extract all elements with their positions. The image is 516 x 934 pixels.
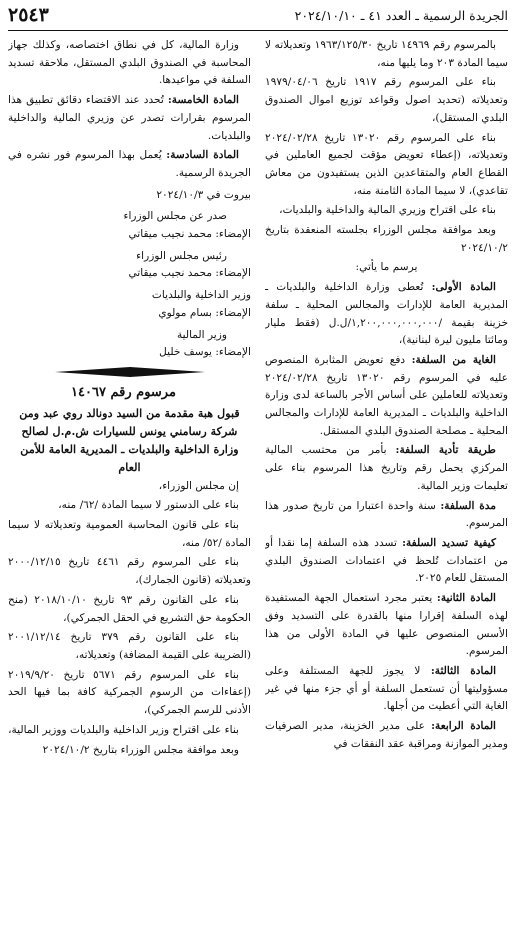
paragraph bbox=[8, 667, 251, 720]
signatory-title: وزير المالية bbox=[176, 328, 227, 341]
paragraph-text: بناء على المرسوم رقم ٥٦٧١ تاريخ ٢٠١٩/٩/٢٠ (إعفاءات من الرسوم الجمركية كافة بما فيها الحد الأدنى للرسم الجمركي)، bbox=[8, 668, 251, 717]
paragraph-text: وبعد موافقة مجلس الوزراء بجلسته المنعقدة بتاريخ ٢٠٢٤/١٠/٢ bbox=[265, 224, 508, 254]
paragraph bbox=[8, 92, 251, 145]
paragraph bbox=[8, 517, 251, 552]
paragraph-text: بأمر من محتسب المالية المركزي يحمل رقم وتاريخ هذا المرسوم بناء على تعليمات وزير المالية. bbox=[265, 444, 508, 492]
paragraph bbox=[8, 629, 251, 664]
paragraph-text: وزارة المالية، كل في نطاق اختصاصه، وكذلك جهاز المحاسبة في الصندوق البلدي المستقل، ملاحقة تسديد السلفة في مواعيدها. bbox=[8, 39, 251, 87]
paragraph bbox=[8, 147, 251, 182]
paragraph-text: بناء على اقتراح وزير الداخلية والبلديات ووزير المالية، bbox=[8, 723, 239, 736]
paragraph bbox=[265, 202, 508, 220]
paragraph-text: تُعطى وزارة الداخلية والبلديات ـ المديرية العامة للإدارات والمجالس المحلية ـ سلفة خزينة بقيمة /١,٢٠٠,٠٠٠,٠٠٠,٠٠٠/ل.ل (فقط مليار ومائتا مليون ليرة لبنانية)، bbox=[265, 281, 508, 347]
paragraph-text: بناء على القانون رقم ٩٣ تاريخ ٢٠١٨/١٠/١٠ (منح الحكومة حق التشريع في الحقل الجمركي)، bbox=[8, 593, 251, 624]
article-label: المادة الأولى: bbox=[431, 281, 496, 294]
paragraph bbox=[265, 352, 508, 441]
paragraph-text: لا يجوز للجهة المستلفة وعلى مسؤوليتها أن تستعمل السلفة أو أي جزء منها في غير الغاية التي أعطيت من أجلها. bbox=[265, 664, 508, 713]
signature-line: الإمضاء: يوسف خليل bbox=[159, 346, 251, 359]
article-label: المادة السادسة: bbox=[166, 149, 240, 162]
previous-decree-continuation bbox=[8, 37, 251, 183]
paragraph-text: دفع تعويض المثابرة المنصوص عليه في المرسوم رقم ١٣٠٢٠ تاريخ ٢٠٢٤/٠٢/٢٨ وتعديلاته للعاملين على أساس الأجر بالساعة لدى وزارة الداخلية والبلديات ـ المديرية العامة للإدارات والمجالس المحلية ـ مصلحة الصندوق البلدي المستقل. bbox=[265, 353, 508, 437]
ornament-divider-icon bbox=[55, 366, 205, 378]
paragraph-text: بناء على اقتراح وزيري المالية والداخلية والبلديات، bbox=[279, 204, 496, 217]
paragraph bbox=[8, 742, 251, 760]
decree-title: مرسوم رقم ١٤٠٦٧ bbox=[71, 384, 176, 400]
signature-line: الإمضاء: محمد نجيب ميقاتي bbox=[128, 267, 251, 280]
article-label: الغاية من السلفة: bbox=[411, 353, 496, 366]
page-number: ٢٥٤٣ bbox=[8, 4, 49, 26]
paragraph bbox=[265, 259, 508, 277]
paragraph bbox=[8, 497, 251, 515]
paragraph bbox=[265, 74, 508, 127]
paragraph bbox=[8, 554, 251, 589]
section-divider bbox=[8, 366, 251, 378]
place-date: بيروت في ٢٠٢٤/١٠/٣ bbox=[156, 188, 251, 201]
paragraph-text: تسدد هذه السلفة إما نقدا أو من اعتمادات تُلحظ في اعتمادات الصندوق البلدي المستقل للعام ٢٠٢٥. bbox=[265, 536, 508, 585]
paragraph bbox=[8, 592, 251, 627]
paragraph bbox=[8, 478, 251, 496]
paragraph bbox=[265, 442, 508, 495]
signatory-title: وزير الداخلية والبلديات bbox=[151, 289, 251, 302]
left-column bbox=[8, 37, 251, 930]
paragraph-text: وبعد موافقة مجلس الوزراء بتاريخ ٢٠٢٤/١٠/٢ bbox=[42, 743, 239, 756]
paragraph-text: بناء على المرسوم رقم ١٣٠٢٠ تاريخ ٢٠٢٤/٠٢/٢٨ وتعديلاته، (إعطاء تعويض مؤقت لجميع العاملين في القطاع العام والمتقاعدين الذين يستفيدون من معاش تقاعدي)، لا سيما المادة الثامنة منه، bbox=[265, 131, 508, 197]
paragraph-text: بناء على قانون المحاسبة العمومية وتعديلاته لا سيما المادة /٥٢/ منه، bbox=[8, 519, 251, 549]
article-label: المادة الثانية: bbox=[436, 592, 497, 605]
paragraph bbox=[265, 279, 508, 350]
paragraph bbox=[265, 718, 508, 753]
gazette-issue-title: الجريدة الرسمية ـ العدد ٤١ ـ ٢٠٢٤/١٠/١٠ bbox=[294, 8, 508, 23]
paragraph bbox=[265, 535, 508, 588]
paragraph-text: سنة واحدة اعتبارا من تاريخ صدور هذا المرسوم. bbox=[265, 499, 508, 530]
paragraph-text: بناء على الدستور لا سيما المادة /٦٢/ منه، bbox=[58, 499, 239, 512]
page-header bbox=[8, 6, 508, 28]
paragraph bbox=[8, 722, 251, 740]
article-label: المادة الخامسة: bbox=[167, 94, 239, 107]
paragraph-text: بناء على القانون رقم ٣٧٩ تاريخ ٢٠٠١/١٢/١٤ (الضريبة على القيمة المضافة) وتعديلاته، bbox=[8, 631, 251, 661]
paragraph bbox=[265, 663, 508, 716]
issued-by: صدر عن مجلس الوزراء bbox=[123, 210, 227, 223]
right-column bbox=[265, 37, 508, 930]
article-label: طريقة تأدية السلفة: bbox=[395, 444, 496, 457]
header-rule bbox=[8, 30, 508, 31]
article-label: المادة الرابعة: bbox=[431, 720, 496, 733]
paragraph-text: بالمرسوم رقم ١٤٩٦٩ تاريخ ١٩٦٣/١٢٥/٣٠ وتعديلاته لا سيما المادة ٢٠٣ وما يليها منه، bbox=[265, 39, 508, 69]
paragraph-text: على مدير الخزينة، مدير الصرفيات ومدير الموازنة ومراقبة عقد النفقات في bbox=[265, 720, 508, 750]
decree-body bbox=[8, 478, 251, 760]
paragraph-text: يُعمل بهذا المرسوم فور نشره في الجريدة الرسمية. bbox=[8, 149, 251, 179]
paragraph-text: تُحدد عند الاقتضاء دقائق تطبيق هذا المرسوم بقرارات تصدر عن وزيري المالية والداخلية والبلديات. bbox=[8, 94, 251, 142]
paragraph-text: إن مجلس الوزراء، bbox=[158, 479, 239, 492]
paragraph bbox=[265, 37, 508, 72]
paragraph bbox=[265, 130, 508, 201]
paragraph-text: بناء على المرسوم رقم ٤٤٦١ تاريخ ٢٠٠٠/١٢/١٥ وتعديلاته (قانون الجمارك)، bbox=[8, 556, 251, 587]
paragraph-text: يرسم ما يأتي: bbox=[355, 261, 418, 274]
signature-block bbox=[8, 187, 251, 362]
signature-line: الإمضاء: محمد نجيب ميقاتي bbox=[128, 228, 251, 241]
paragraph bbox=[265, 498, 508, 533]
signatory-title: رئيس مجلس الوزراء bbox=[136, 249, 227, 262]
signature-line: الإمضاء: بسام مولوي bbox=[158, 306, 251, 319]
decree-subtitle: قبول هبة مقدمة من السيد دونالد روي عبد ومن شركة رسامني يونس للسيارات ش.م.ل لصالح وزارة الداخلية والبلديات ـ المديرية العامة للأمن العام bbox=[19, 405, 240, 474]
article-label: كيفية تسديد السلفة: bbox=[402, 536, 496, 549]
article-label: المادة الثالثة: bbox=[430, 664, 497, 677]
paragraph bbox=[265, 222, 508, 257]
paragraph bbox=[8, 37, 251, 90]
paragraph-text: بناء على المرسوم رقم ١٩١٧ تاريخ ١٩٧٩/٠٤/٠٦ وتعديلاته (تحديد اصول وقواعد توزيع اموال الصندوق البلدي المستقل)، bbox=[265, 76, 508, 124]
paragraph-text: يعتبر مجرد استعمال الجهة المستفيدة لهذه السلفة إقرارا منها بالقدرة على التسديد وفق الأسس المنصوص عليها في المادة الأولى من هذا المرسوم. bbox=[265, 592, 508, 658]
article-label: مدة السلفة: bbox=[440, 499, 496, 512]
paragraph bbox=[265, 590, 508, 661]
